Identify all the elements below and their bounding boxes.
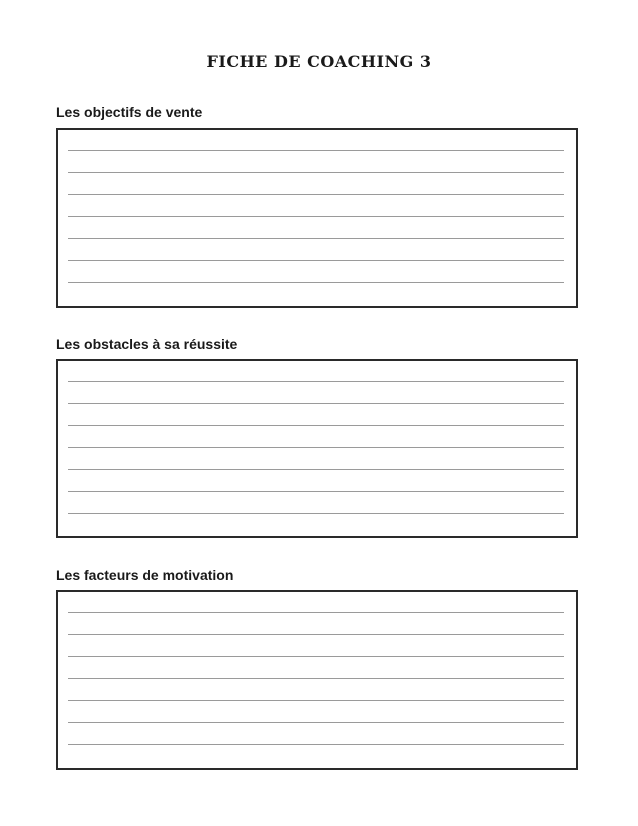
ruled-line — [68, 656, 564, 657]
section-heading-objectifs: Les objectifs de vente — [56, 104, 203, 120]
ruled-line — [68, 403, 564, 404]
section-heading-motivation: Les facteurs de motivation — [56, 567, 234, 583]
ruled-line — [68, 634, 564, 635]
page-title: FICHE DE COACHING 3 — [206, 52, 432, 71]
ruled-line — [68, 260, 564, 261]
ruled-line — [68, 447, 564, 448]
ruled-line — [68, 722, 564, 723]
ruled-line — [68, 678, 564, 679]
writing-box-objectifs[interactable] — [56, 128, 578, 308]
ruled-line — [68, 282, 564, 283]
ruled-line — [68, 194, 564, 195]
ruled-line — [68, 172, 564, 173]
ruled-line — [68, 513, 564, 514]
ruled-line — [68, 150, 564, 151]
ruled-line — [68, 381, 564, 382]
ruled-line — [68, 425, 564, 426]
ruled-line — [68, 700, 564, 701]
ruled-line — [68, 469, 564, 470]
ruled-line — [68, 612, 564, 613]
ruled-line — [68, 744, 564, 745]
ruled-line — [68, 491, 564, 492]
ruled-line — [68, 238, 564, 239]
section-heading-obstacles: Les obstacles à sa réussite — [56, 336, 238, 352]
writing-box-obstacles[interactable] — [56, 359, 578, 538]
writing-box-motivation[interactable] — [56, 590, 578, 770]
ruled-line — [68, 216, 564, 217]
